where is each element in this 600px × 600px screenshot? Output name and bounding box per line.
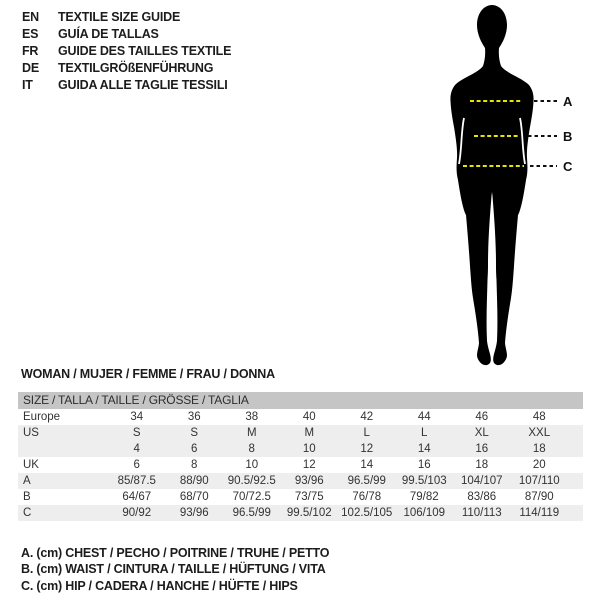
measurement-legend <box>21 545 329 594</box>
size-row-label: US <box>23 427 39 439</box>
size-table <box>18 392 583 521</box>
size-cell: 16 <box>475 443 489 455</box>
size-row-label: C <box>23 507 32 519</box>
size-cell: 90.5/92.5 <box>227 475 276 487</box>
size-cell: 99.5/103 <box>401 475 447 487</box>
measure-label-b: B <box>563 129 573 144</box>
size-table-row <box>18 505 583 521</box>
size-cell: 88/90 <box>179 475 209 487</box>
size-cell: 12 <box>302 459 316 471</box>
size-cell: XXL <box>528 427 551 439</box>
language-title: GUÍA DE TALLAS <box>58 27 159 41</box>
size-cell: 10 <box>302 443 316 455</box>
size-cell: 42 <box>360 411 374 423</box>
size-cell: 46 <box>475 411 489 423</box>
size-row-label <box>18 441 108 457</box>
language-title: TEXTILE SIZE GUIDE <box>58 10 181 24</box>
size-cell: 70/72.5 <box>232 491 271 503</box>
language-row <box>22 79 231 92</box>
language-title: GUIDE DES TAILLES TEXTILE <box>58 44 232 58</box>
size-row-label: B <box>23 491 31 503</box>
size-cell: 8 <box>248 443 255 455</box>
size-cell: 36 <box>187 411 201 423</box>
language-code: ES <box>22 27 39 41</box>
size-cell: M <box>304 427 315 439</box>
size-cell: 73/75 <box>294 491 324 503</box>
size-cell: 110/113 <box>461 507 502 519</box>
language-row <box>22 28 231 41</box>
size-table-header: SIZE / TALLA / TAILLE / GRÖSSE / TAGLIA <box>18 392 583 409</box>
size-cell: 4 <box>133 443 140 455</box>
size-cell: 18 <box>532 443 546 455</box>
size-cell: 6 <box>133 459 140 471</box>
section-title-woman: WOMAN / MUJER / FEMME / FRAU / DONNA <box>21 367 275 381</box>
size-cell: 20 <box>532 459 546 471</box>
size-cell: 14 <box>360 459 374 471</box>
language-title: TEXTILGRÖßENFÜHRUNG <box>58 61 214 75</box>
language-list <box>22 11 231 92</box>
language-row <box>22 45 231 58</box>
size-cell: 16 <box>417 459 431 471</box>
language-code: EN <box>22 10 39 24</box>
language-code: FR <box>22 44 39 58</box>
size-cell: 90/92 <box>122 507 152 519</box>
size-cell: S <box>190 427 199 439</box>
size-cell: 85/87.5 <box>117 475 156 487</box>
language-code: DE <box>22 61 39 75</box>
size-cell: 68/70 <box>179 491 209 503</box>
size-row-label: A <box>23 475 31 487</box>
size-cell: 99.5/102 <box>286 507 332 519</box>
size-table-row <box>18 489 583 505</box>
size-cell: 79/82 <box>409 491 439 503</box>
size-cell: L <box>421 427 428 439</box>
size-cell: 34 <box>130 411 144 423</box>
size-cell: 93/96 <box>179 507 209 519</box>
size-cell: 44 <box>417 411 431 423</box>
size-cell: 6 <box>191 443 198 455</box>
size-cell: 83/86 <box>467 491 497 503</box>
size-row-label: UK <box>23 459 39 471</box>
size-table-row <box>18 441 583 457</box>
size-cell: 64/67 <box>122 491 152 503</box>
size-cell: 76/78 <box>352 491 382 503</box>
woman-silhouette <box>450 5 533 365</box>
size-cell: 87/90 <box>524 491 554 503</box>
language-row <box>22 62 231 75</box>
size-cell: 8 <box>191 459 198 471</box>
size-cell: 106/109 <box>403 507 446 519</box>
size-cell: XL <box>474 427 489 439</box>
size-cell: S <box>132 427 141 439</box>
legend-line: C. (cm) HIP / CADERA / HANCHE / HÜFTE / HIPS <box>21 578 298 593</box>
size-cell: M <box>246 427 257 439</box>
body-silhouette-diagram <box>430 0 600 380</box>
size-cell: 107/110 <box>518 475 560 487</box>
size-cell: 10 <box>245 459 259 471</box>
legend-line: A. (cm) CHEST / PECHO / POITRINE / TRUHE / PETTO <box>21 546 330 560</box>
size-cell: 114/119 <box>519 507 560 519</box>
size-cell: L <box>363 427 370 439</box>
size-cell: 102.5/105 <box>341 507 393 519</box>
size-cell: 104/107 <box>460 475 503 487</box>
language-code: IT <box>22 78 33 92</box>
size-row-label: Europe <box>23 411 61 423</box>
size-table-row <box>18 457 583 473</box>
size-table-row <box>18 425 583 441</box>
language-title: GUIDA ALLE TAGLIE TESSILI <box>58 78 228 92</box>
size-cell: 48 <box>532 411 546 423</box>
measure-label-a: A <box>563 94 573 109</box>
legend-line: B. (cm) WAIST / CINTURA / TAILLE / HÜFTUNG / VITA <box>21 562 326 577</box>
size-cell: 12 <box>360 443 374 455</box>
size-cell: 38 <box>245 411 259 423</box>
size-cell: 14 <box>417 443 431 455</box>
size-table-row <box>18 409 583 425</box>
measure-label-c: C <box>563 159 573 174</box>
size-table-row <box>18 473 583 489</box>
size-cell: 96.5/99 <box>232 507 271 519</box>
language-row <box>22 11 231 24</box>
size-cell: 18 <box>475 459 489 471</box>
size-cell: 96.5/99 <box>347 475 386 487</box>
size-cell: 40 <box>302 411 316 423</box>
size-cell: 93/96 <box>294 475 324 487</box>
